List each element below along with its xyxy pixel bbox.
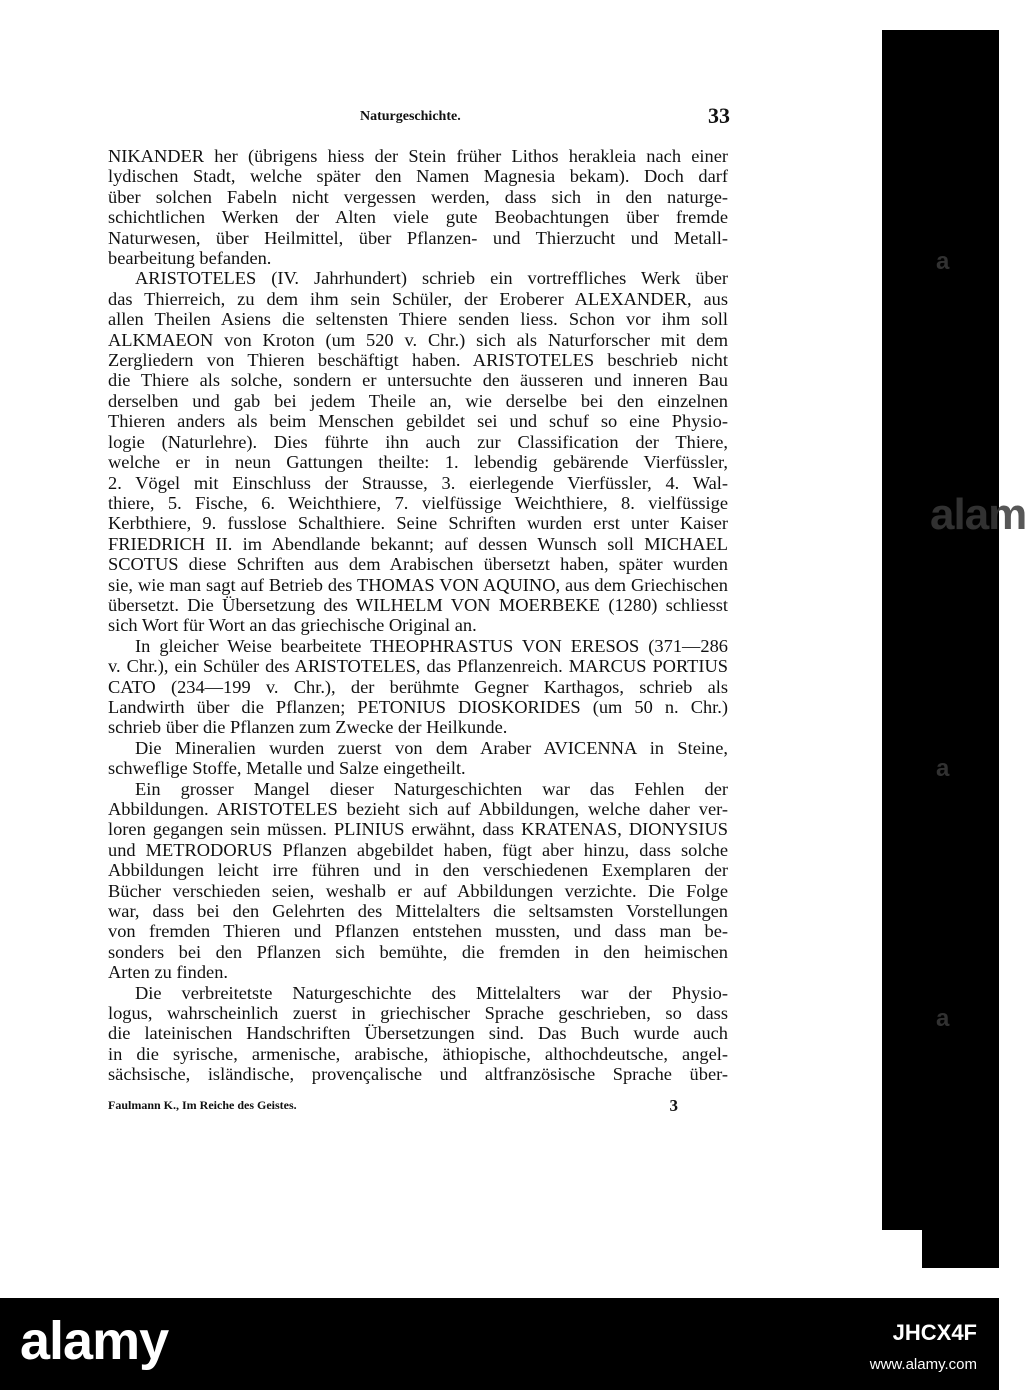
text-line: schichtlichen Werken der Alten viele gute Beobachtungen über fremde <box>108 207 728 228</box>
text-line: CATO (234—199 v. Chr.), der berühmte Gegner Karthagos, schrieb als <box>108 676 728 697</box>
text-line: 2. Vögel mit Einschluss der Strausse, 3. eierlegende Vierfüssler, 4. Wal- <box>108 472 728 493</box>
page-footer <box>108 1098 728 1118</box>
text-line: über solchen Fabeln nicht vergessen werden, dass sich in den naturge- <box>108 186 728 207</box>
page-number: 33 <box>708 103 730 128</box>
text-line: sächsische, isländische, provençalische und altfranzösische Sprache über- <box>108 1064 728 1085</box>
text-line: die lateinischen Handschriften Übersetzungen sind. Das Buch wurde auch <box>108 1023 728 1044</box>
scan-dark-edge <box>882 30 999 1268</box>
text-line: Kerbthiere, 9. fusslose Schalthiere. Seine Schriften wurden erst unter Kaiser <box>108 513 728 534</box>
text-line: die Thiere als solche, sondern er untersuchte den äusseren und inneren Bau <box>108 370 728 391</box>
text-line: und METRODORUS Pflanzen abgebildet haben, fügt aber hinzu, dass solche <box>108 839 728 860</box>
page-header <box>110 103 730 133</box>
body-text <box>108 146 728 1085</box>
text-line: schrieb über die Pflanzen zum Zwecke der Heilkunde. <box>108 717 508 738</box>
watermark-letter: a <box>936 755 950 782</box>
text-line: Abbildungen leicht irre führen und in den verschiedenen Exemplaren der <box>108 860 728 881</box>
watermark-letter: a <box>936 248 950 275</box>
text-line: derselben und gab bei jedem Theile an, wie derselbe bei den einzelnen <box>108 390 728 411</box>
scan-edge-notch <box>882 1230 922 1268</box>
signature-mark: 3 <box>669 1096 678 1115</box>
text-line: thiere, 5. Fische, 6. Weichthiere, 7. vielfüssige Weichthiere, 8. vielfüssige <box>108 492 728 513</box>
text-line: Die Mineralien wurden zuerst von dem Araber AVICENNA in Steine, <box>135 737 728 758</box>
watermark-side-text: alam <box>930 490 1026 539</box>
text-line: Naturwesen, über Heilmittel, über Pflanzen- und Thierzucht und Metall- <box>108 227 728 248</box>
text-line: Arten zu finden. <box>108 962 229 983</box>
watermark-letter: a <box>936 1005 950 1032</box>
text-line: in die syrische, armenische, arabische, äthiopische, althochdeutsche, angel- <box>108 1043 728 1064</box>
text-line: Die verbreitetste Naturgeschichte des Mittelalters war der Physio- <box>135 982 728 1003</box>
text-line: sonders bei den Pflanzen sich bemühte, die fremden in den heimischen <box>108 941 728 962</box>
running-title: Naturgeschichte. <box>360 109 461 124</box>
alamy-logo: alamy <box>20 1311 169 1371</box>
text-line: Zergliedern von Thieren beschäftigt haben. ARISTOTELES beschrieb nicht <box>108 350 728 371</box>
text-line: Bücher verschieden seien, weshalb er auf Abbildungen verzichte. Die Folge <box>108 880 728 901</box>
text-line: logus, wahrscheinlich zuerst in griechischer Sprache geschrieben, so dass <box>108 1003 728 1024</box>
site-url: www.alamy.com <box>869 1356 977 1373</box>
text-line: ARISTOTELES (IV. Jahrhundert) schrieb ein vortreffliches Werk über <box>135 268 728 289</box>
footer-citation: Faulmann K., Im Reiche des Geistes. <box>108 1098 297 1112</box>
text-line: war, dass bei den Gelehrten des Mittelalters die seltsamsten Vorstellungen <box>108 901 728 922</box>
text-line: übersetzt. Die Übersetzung des WILHELM VON MOERBEKE (1280) schliesst <box>108 594 728 615</box>
watermark-bar <box>0 1298 999 1390</box>
text-line: v. Chr.), ein Schüler des ARISTOTELES, das Pflanzenreich. MARCUS PORTIUS <box>108 656 728 677</box>
text-line: von fremden Thieren und Pflanzen entstehen mussten, und dass man be- <box>108 921 728 942</box>
text-line: welche er in neun Gattungen theilte: 1. lebendig gebärende Vierfüssler, <box>108 452 728 473</box>
text-line: SCOTUS diese Schriften aus dem Arabischen übersetzt haben, später wurden <box>108 554 728 575</box>
text-line: sich Wort für Wort an das griechische Original an. <box>108 615 477 636</box>
text-line: In gleicher Weise bearbeitete THEOPHRASTUS VON ERESOS (371—286 <box>135 635 728 656</box>
text-line: loren gegangen sein müssen. PLINIUS erwähnt, dass KRATENAS, DIONYSIUS <box>108 819 728 840</box>
text-line: Landwirth über die Pflanzen; PETONIUS DIOSKORIDES (um 50 n. Chr.) <box>108 696 728 717</box>
text-line: Abbildungen. ARISTOTELES bezieht sich auf Abbildungen, welche daher ver- <box>108 799 728 819</box>
text-line: allen Theilen Asiens die seltensten Thiere senden liess. Schon vor ihm soll <box>108 309 728 330</box>
text-line: das Thierreich, zu dem ihm sein Schüler, der Eroberer ALEXANDER, aus <box>108 288 728 309</box>
text-line: sie, wie man sagt auf Betrieb des THOMAS VON AQUINO, aus dem Griechischen <box>108 574 728 595</box>
text-line: NIKANDER her (übrigens hiess der Stein früher Lithos herakleia nach einer <box>108 146 728 166</box>
text-line: lydischen Stadt, welche später den Namen Magnesia bekam). Doch darf <box>108 166 728 187</box>
text-line: ALKMAEON von Kroton (um 520 v. Chr.) sich als Naturforscher mit dem <box>108 329 728 350</box>
text-line: Thieren anders als beim Menschen gebildet sei und schuf so eine Physio- <box>108 411 728 432</box>
text-line: FRIEDRICH II. im Abendlande bekannt; auf dessen Wunsch soll MICHAEL <box>108 533 728 554</box>
text-line: schweflige Stoffe, Metalle und Salze eingetheilt. <box>108 758 466 779</box>
image-id: JHCX4F <box>892 1320 977 1345</box>
text-line: logie (Naturlehre). Dies führte ihn auch zur Classification der Thiere, <box>108 431 728 452</box>
text-line: Ein grosser Mangel dieser Naturgeschichten war das Fehlen der <box>135 778 728 799</box>
text-line: bearbeitung befanden. <box>108 248 272 269</box>
